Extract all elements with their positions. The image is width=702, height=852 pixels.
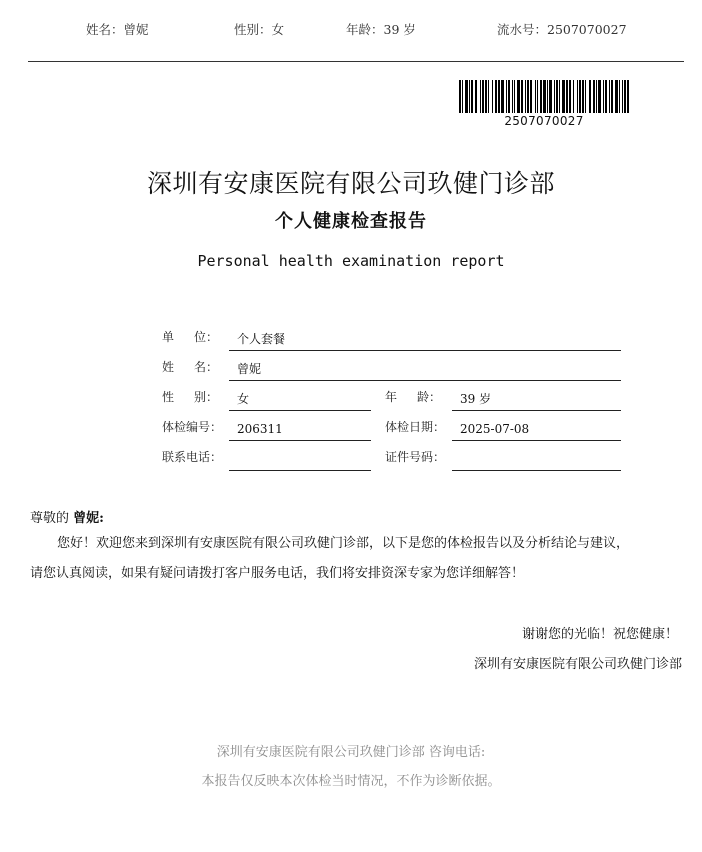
barcode-bar xyxy=(459,80,461,113)
barcode-bar xyxy=(573,80,574,113)
id-value xyxy=(452,451,621,471)
barcode-bar xyxy=(577,80,578,113)
barcode-bar xyxy=(624,80,626,113)
greeting-salutation xyxy=(30,507,104,526)
barcode-bar xyxy=(521,80,523,113)
unit-label xyxy=(162,328,218,345)
gender-label-a: 性 xyxy=(162,390,175,404)
greeting-line-1: 您好！欢迎您来到深圳有安康医院有限公司玖健门诊部，以下是您的体检报告以及分析结论与建议， xyxy=(57,536,630,551)
barcode-bar xyxy=(508,80,510,113)
barcode-bar xyxy=(465,80,468,113)
barcode-bar xyxy=(540,80,542,113)
greeting-line-2: 请您认真阅读，如果有疑问请拨打客户服务电话，我们将安排资深专家为您详细解答！ xyxy=(30,566,525,581)
barcode-bar xyxy=(603,80,604,113)
gender-label-b: 别： xyxy=(193,390,218,404)
barcode-bar xyxy=(537,80,538,113)
unit-label-b: 位： xyxy=(193,330,218,344)
thanks-text: 谢谢您的光临！祝您健康！ xyxy=(521,627,678,642)
id-label: 证件号码： xyxy=(385,450,446,464)
barcode-bar xyxy=(527,80,529,113)
header-divider xyxy=(28,61,684,62)
barcode-bar xyxy=(569,80,571,113)
barcode-bar xyxy=(554,80,555,113)
barcode-bar xyxy=(619,80,620,113)
barcode-bar xyxy=(535,80,536,113)
barcode-bar xyxy=(611,80,613,113)
exam-no-label: 体检编号： xyxy=(162,420,223,434)
barcode-bar xyxy=(492,80,493,113)
exam-no-value: 206311 xyxy=(229,421,371,441)
barcode-bar xyxy=(488,80,489,113)
barcode-bar xyxy=(562,80,565,113)
barcode-bar xyxy=(495,80,497,113)
barcode-image xyxy=(459,80,629,113)
header-gender: 性别：女 xyxy=(234,22,285,37)
barcode-bar xyxy=(469,80,470,113)
barcode-bar xyxy=(512,80,513,113)
barcode-bar xyxy=(627,80,629,113)
barcode-bar xyxy=(530,80,532,113)
phone-label: 联系电话： xyxy=(162,450,223,464)
phone-value xyxy=(229,451,371,471)
name-label-b: 名： xyxy=(193,360,218,374)
barcode-bar xyxy=(543,80,546,113)
salutation-text: 尊敬的 xyxy=(30,511,70,526)
patient-name: 曾妮: xyxy=(73,511,104,526)
barcode-number: 2507070027 xyxy=(504,114,584,128)
name-label-a: 姓 xyxy=(162,360,175,374)
barcode-bar xyxy=(525,80,526,113)
name-value: 曾妮 xyxy=(229,361,621,381)
barcode-bar xyxy=(498,80,500,113)
barcode-bar xyxy=(582,80,584,113)
footer-disclaimer: 本报告仅反映本次体检当时情况，不作为诊断依据。 xyxy=(201,774,501,789)
barcode-bar xyxy=(585,80,586,113)
barcode-bar xyxy=(598,80,601,113)
unit-label-a: 单 xyxy=(162,330,175,344)
name-label xyxy=(162,358,218,375)
footer-contact: 深圳有安康医院有限公司玖健门诊部 咨询电话: xyxy=(216,745,486,760)
barcode-bar xyxy=(549,80,552,113)
gender-value: 女 xyxy=(229,391,371,411)
barcode-bar xyxy=(462,80,463,113)
header-name: 姓名：曾妮 xyxy=(86,22,149,37)
institution-title: 深圳有安康医院有限公司玖健门诊部 xyxy=(146,169,555,198)
barcode-bar xyxy=(547,80,548,113)
age-label-a: 年 xyxy=(385,390,398,404)
greeting-paragraph xyxy=(30,529,684,589)
barcode-bar xyxy=(605,80,607,113)
barcode-bar xyxy=(517,80,520,113)
exam-date-value: 2025-07-08 xyxy=(452,421,621,441)
report-title-en: Personal health examination report xyxy=(197,252,505,270)
unit-value: 个人套餐 xyxy=(229,331,621,351)
age-label-b: 龄： xyxy=(416,390,441,404)
report-title-cn: 个人健康检查报告 xyxy=(275,211,427,232)
barcode-bar xyxy=(485,80,487,113)
gender-label xyxy=(162,388,218,405)
barcode-bar xyxy=(559,80,560,113)
barcode-bar xyxy=(501,80,504,113)
age-value: 39 岁 xyxy=(452,391,621,411)
barcode-bar xyxy=(609,80,610,113)
barcode-bar xyxy=(615,80,618,113)
exam-date-label: 体检日期： xyxy=(385,420,446,434)
barcode-bar xyxy=(471,80,473,113)
barcode-bar xyxy=(596,80,597,113)
barcode-bar xyxy=(475,80,477,113)
signature-text: 深圳有安康医院有限公司玖健门诊部 xyxy=(473,657,682,672)
barcode-bar xyxy=(480,80,481,113)
barcode-bar xyxy=(514,80,515,113)
barcode-bar xyxy=(622,80,623,113)
age-label xyxy=(385,388,441,405)
header-serial: 流水号：2507070027 xyxy=(497,22,627,37)
barcode-bar xyxy=(482,80,484,113)
barcode-bar xyxy=(506,80,507,113)
barcode-bar xyxy=(566,80,568,113)
barcode-bar xyxy=(593,80,595,113)
header-age: 年龄：39 岁 xyxy=(346,22,416,37)
barcode-bar xyxy=(579,80,581,113)
barcode-bar xyxy=(589,80,591,113)
barcode-bar xyxy=(556,80,558,113)
